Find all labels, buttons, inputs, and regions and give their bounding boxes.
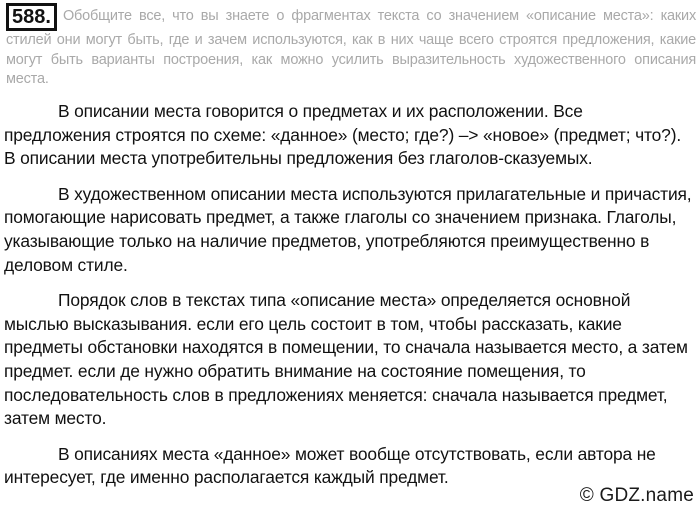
task-statement <box>6 3 696 90</box>
watermark: © GDZ.name <box>579 485 694 506</box>
task-text: Обобщите все, что вы знаете о фрагментах текста со значением «описание места»: каких стилей они могут быть, где и зачем используются, как в них чаще всего строятся предложения, какие могут быть варианты построения, как можно усилить выразительность художественного описания места. <box>6 8 696 87</box>
paragraph-3: Порядок слов в текстах типа «описание места» определяется основной мыслью высказывания. если его цель состоит в том, чтобы рассказать, какие предметы обстановки находятся в помещении, то сначала называется место, а затем предмет. если де нужно обратить внимание на состояние помещения, то последовательность слов в предложениях меняется: сначала называется предмет, затем место. <box>4 290 688 429</box>
answer-text <box>4 100 694 490</box>
paragraph-1: В описании места говорится о предметах и их расположении. Все предложения строятся по схеме: «данное» (место; где?) –> «новое» (предмет; что?). В описании места употребительны предложения без глаголов-сказуемых. <box>4 101 682 169</box>
paragraph-4: В описаниях места «данное» может вообще отсутствовать, если автора не интересует, где именно располагается каждый предмет. <box>4 443 656 488</box>
paragraph-2: В художественном описании места используются прилагательные и причастия, помогающие нарисовать предмет, а также глаголы со значением признака. Глаголы, указывающие только на наличие предметов, употребляются преимущественно в деловом стиле. <box>4 183 692 275</box>
task-number: 588. <box>6 3 57 31</box>
